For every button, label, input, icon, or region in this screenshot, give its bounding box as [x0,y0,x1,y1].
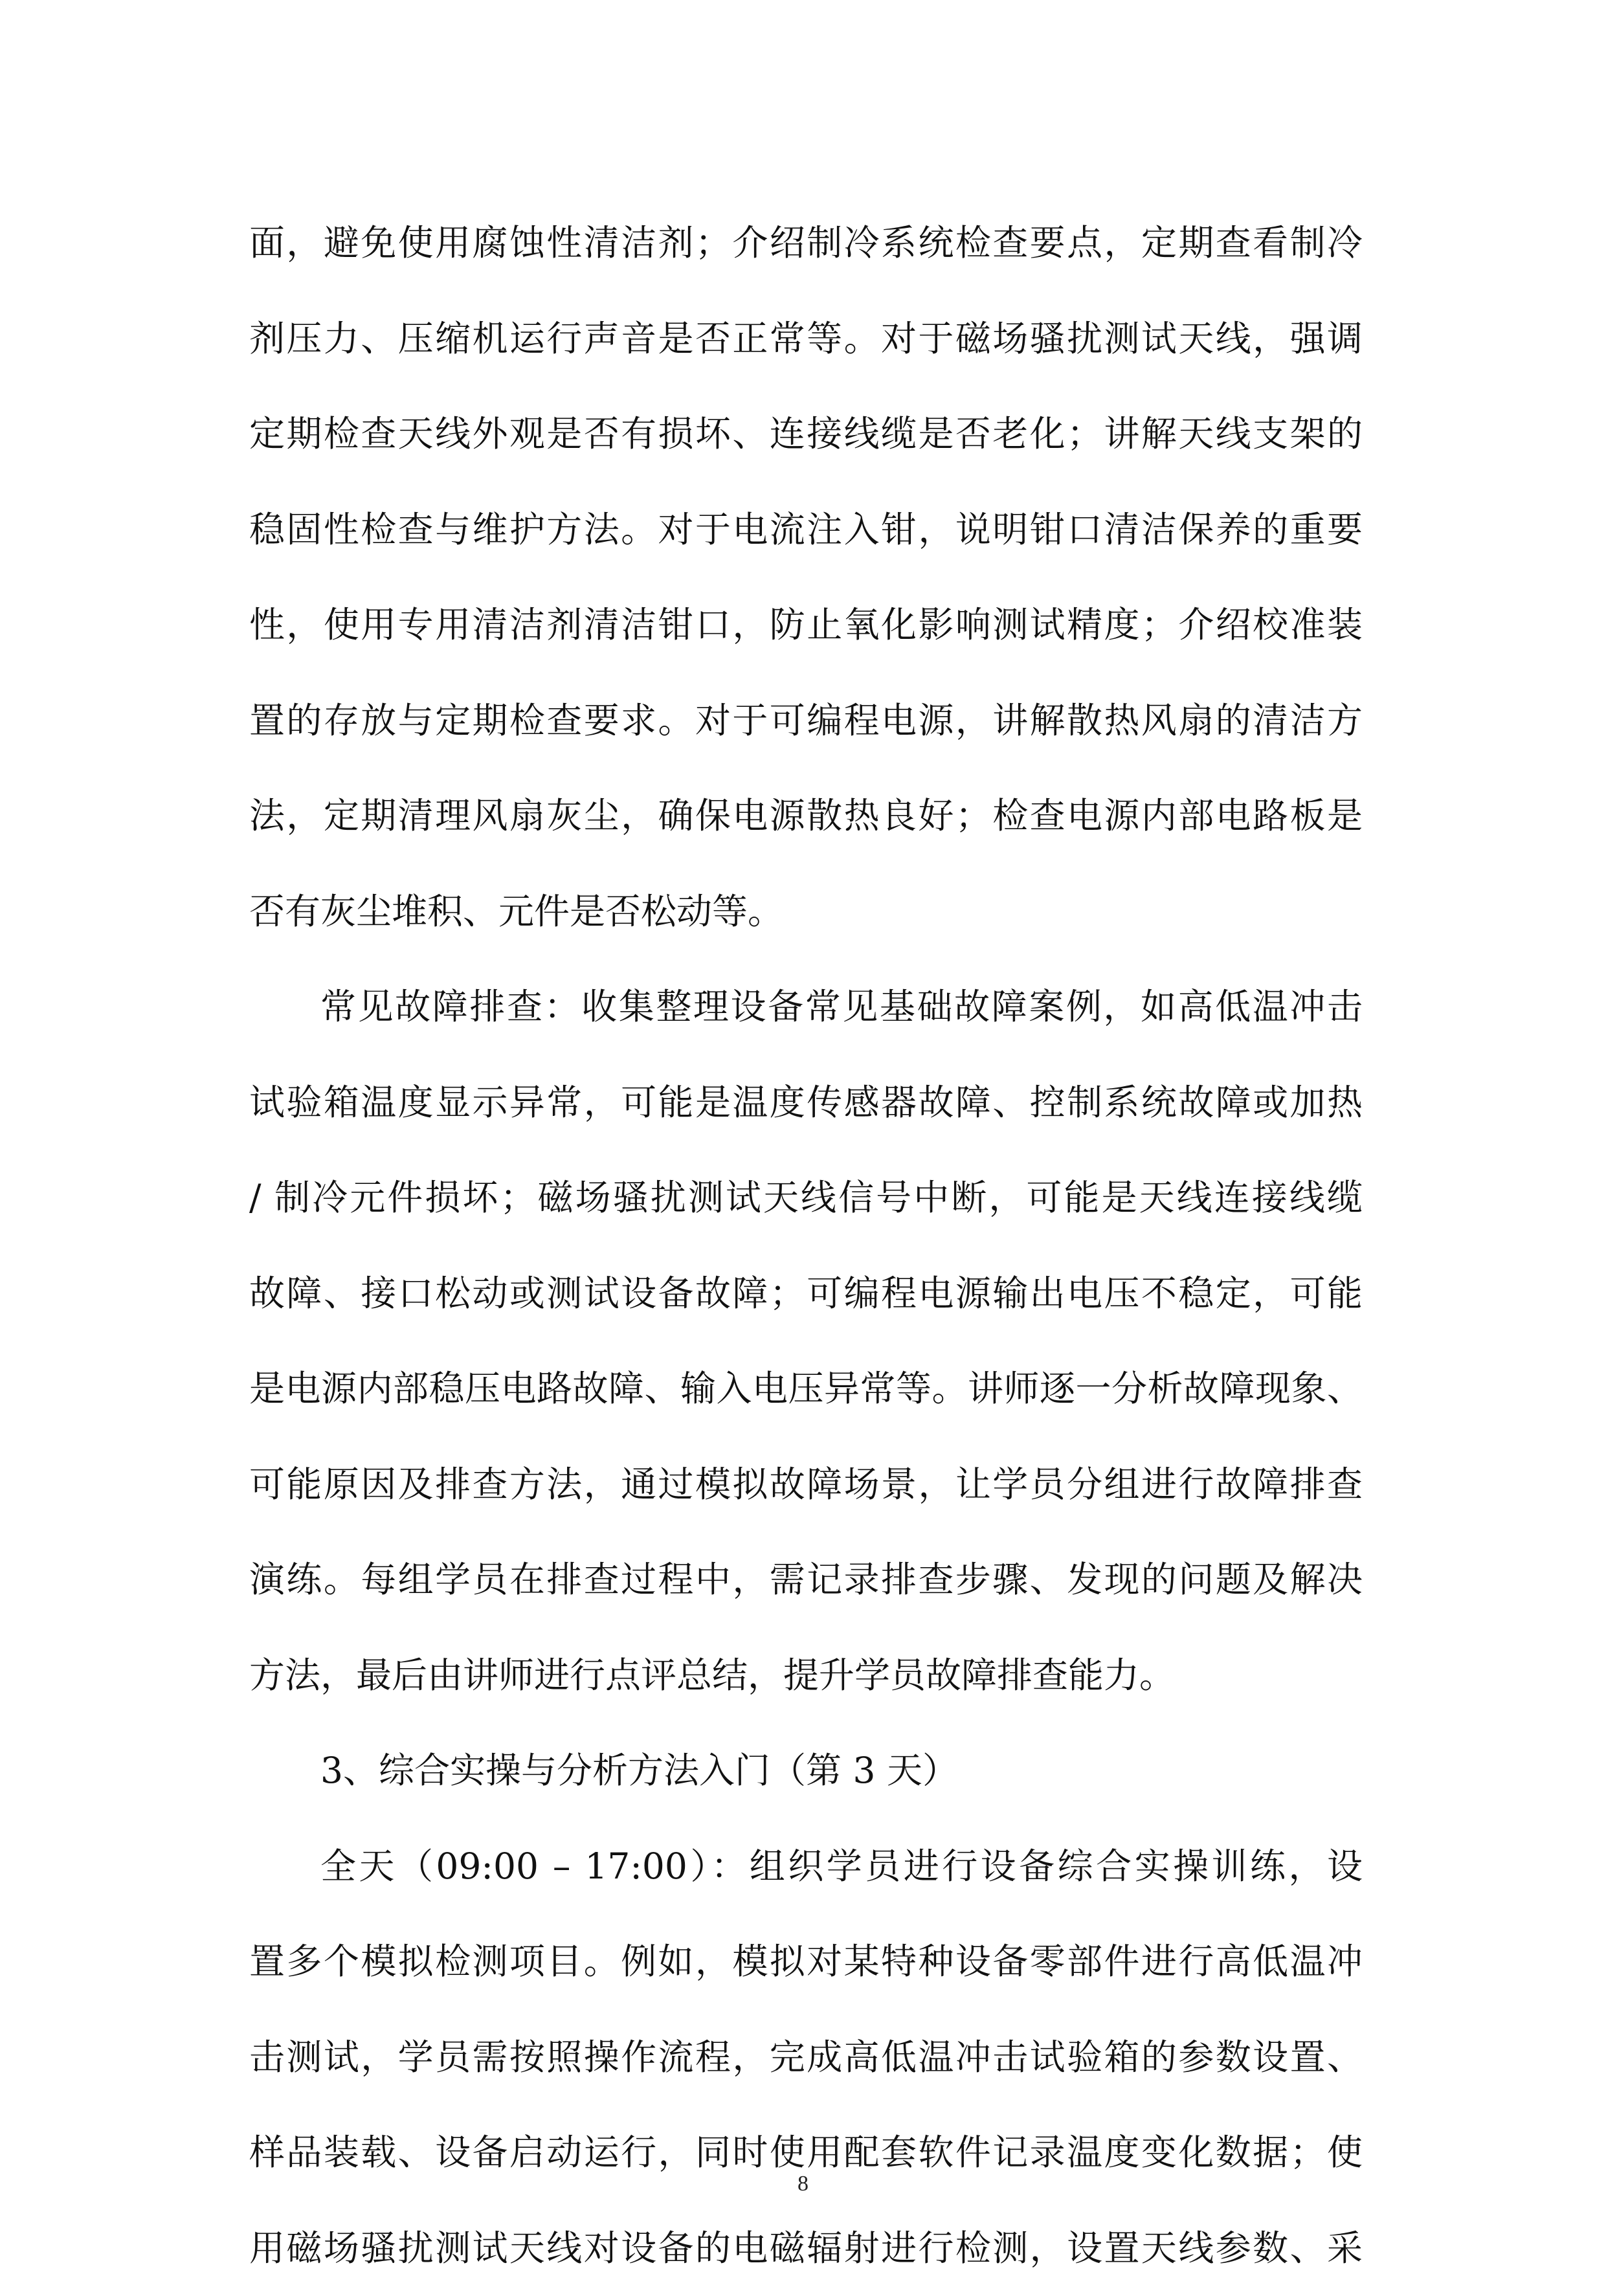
text-line: 用磁场骚扰测试天线对设备的电磁辐射进行检测，设置天线参数、采 [249,2201,1363,2296]
text-line: 常见故障排查：收集整理设备常见基础故障案例，如高低温冲击 [249,959,1363,1055]
text-line: 试验箱温度显示异常，可能是温度传感器故障、控制系统故障或加热 [249,1055,1363,1151]
text-line: 法，定期清理风扇灰尘，确保电源散热良好；检查电源内部电路板是 [249,768,1363,864]
text-line: / 制冷元件损坏；磁场骚扰测试天线信号中断，可能是天线连接线缆 [249,1150,1363,1246]
text-line: 定期检查天线外观是否有损坏、连接线缆是否老化；讲解天线支架的 [249,386,1363,482]
text-line: 演练。每组学员在排查过程中，需记录排查步骤、发现的问题及解决 [249,1532,1363,1628]
text-line: 可能原因及排查方法，通过模拟故障场景，让学员分组进行故障排查 [249,1437,1363,1533]
text-line: 稳固性检查与维护方法。对于电流注入钳，说明钳口清洁保养的重要 [249,482,1363,578]
text-line: 剂压力、压缩机运行声音是否正常等。对于磁场骚扰测试天线，强调 [249,291,1363,387]
text-line: 置的存放与定期检查要求。对于可编程电源，讲解散热风扇的清洁方 [249,673,1363,769]
text-line: 全天（09:00 – 17:00）：组织学员进行设备综合实操训练，设 [249,1819,1363,1915]
text-line: 否有灰尘堆积、元件是否松动等。 [249,864,1363,960]
text-line: 击测试，学员需按照操作流程，完成高低温冲击试验箱的参数设置、 [249,2010,1363,2106]
text-line: 故障、接口松动或测试设备故障；可编程电源输出电压不稳定，可能 [249,1246,1363,1342]
text-line: 方法，最后由讲师进行点评总结，提升学员故障排查能力。 [249,1628,1363,1724]
text-line: 是电源内部稳压电路故障、输入电压异常等。讲师逐一分析故障现象、 [249,1341,1363,1437]
text-line: 样品装载、设备启动运行，同时使用配套软件记录温度变化数据；使 [249,2105,1363,2201]
text-line: 性，使用专用清洁剂清洁钳口，防止氧化影响测试精度；介绍校准装 [249,577,1363,673]
page-number: 8 [0,2172,1606,2196]
text-line: 3、综合实操与分析方法入门（第 3 天） [249,1723,1363,1819]
text-line: 面，避免使用腐蚀性清洁剂；介绍制冷系统检查要点，定期查看制冷 [249,195,1363,291]
text-line: 置多个模拟检测项目。例如，模拟对某特种设备零部件进行高低温冲 [249,1914,1363,2010]
body-text [249,195,1363,2296]
